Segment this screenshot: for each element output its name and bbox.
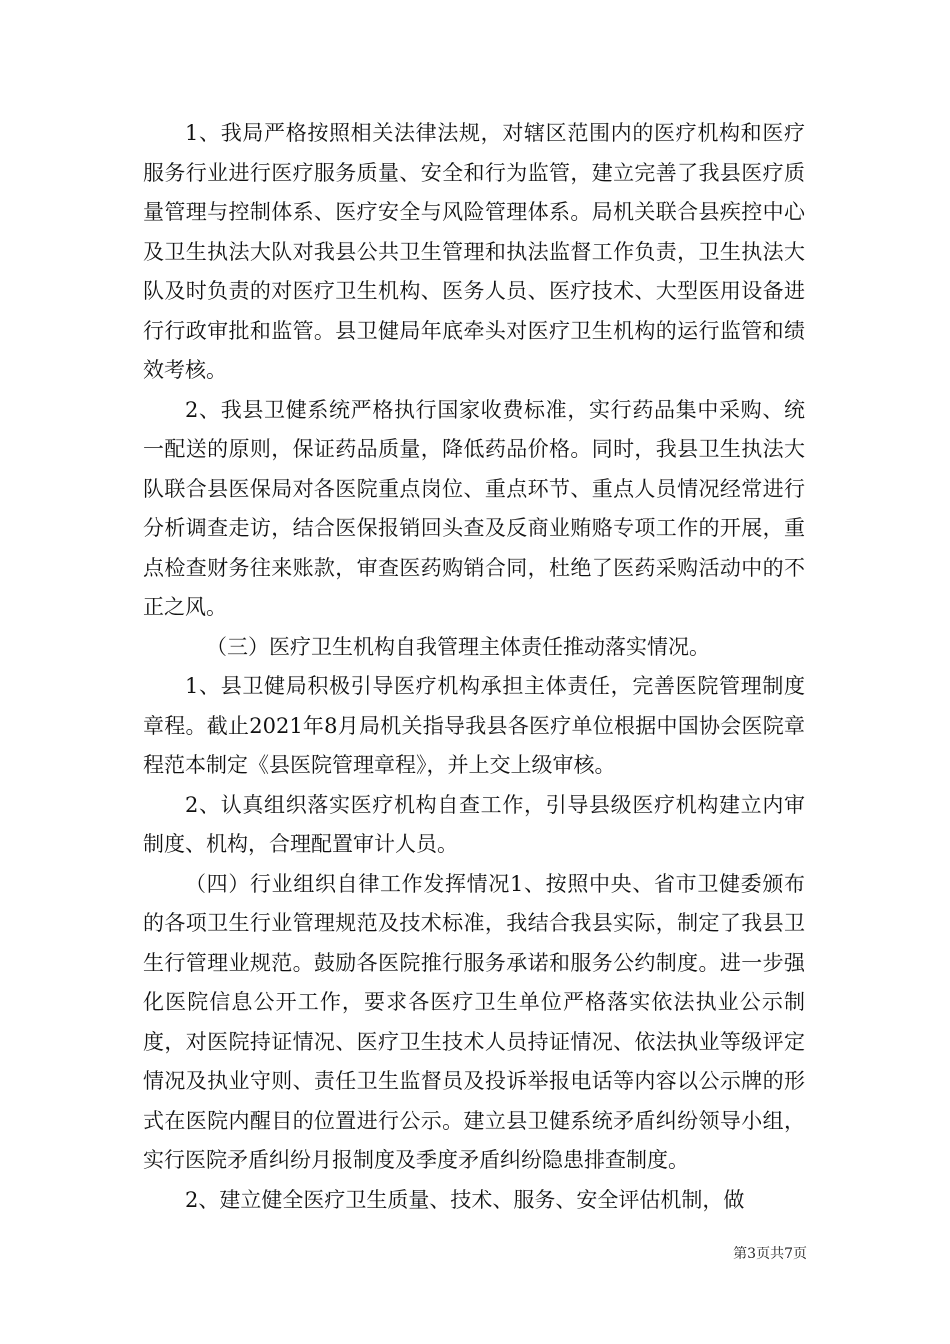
paragraph-evaluation-mechanism: 2、建立健全医疗卫生质量、技术、服务、安全评估机制，做 <box>185 1187 745 1212</box>
paragraph-hospital-charter: 1、县卫健局积极引导医疗机构承担主体责任，完善医院管理制度章程。截止2021年8月局机关指导我县各医疗单位根据中国协会医院章程范本制定《县医院管理章程》，并上交上级审核。 <box>143 674 805 777</box>
paragraph-supervision-system: 1、我局严格按照相关法律法规，对辖区范围内的医疗机构和医疗服务行业进行医疗服务质量、安全和行为监管，建立完善了我县医疗质量管理与控制体系、医疗安全与风险管理体系。局机关联合县疾控中心及卫生执法大队对我县公共卫生管理和执法监督工作负责，卫生执法大队及时负责的对医疗卫生机构、医务人员、医疗技术、大型医用设备进行行政审批和监管。县卫健局年底牵头对医疗卫生机构的运行监管和绩效考核。 <box>143 121 805 382</box>
section-heading-self-management: （三）医疗卫生机构自我管理主体责任推动落实情况。 <box>206 634 710 659</box>
paragraph-internal-audit: 2、认真组织落实医疗机构自查工作，引导县级医疗机构建立内审制度、机构，合理配置审计人员。 <box>143 792 805 856</box>
document-body <box>143 114 805 1220</box>
paragraph-drug-procurement: 2、我县卫健系统严格执行国家收费标准，实行药品集中采购、统一配送的原则，保证药品质量，降低药品价格。同时，我县卫生执法大队联合县医保局对各医院重点岗位、重点环节、重点人员情况经常进行分析调查走访，结合医保报销回头查及反商业贿赂专项工作的开展，重点检查财务往来账款，审查医药购销合同，杜绝了医药采购活动中的不正之风。 <box>143 397 805 619</box>
page-number: 第3页共7页 <box>733 1246 807 1262</box>
paragraph-industry-self-discipline: （四）行业组织自律工作发挥情况1、按照中央、省市卫健委颁布的各项卫生行业管理规范及技术标准，我结合我县实际，制定了我县卫生行管理业规范。鼓励各医院推行服务承诺和服务公约制度。进一步强化医院信息公开工作，要求各医疗卫生单位严格落实依法执业公示制度，对医院持证情况、医疗卫生技术人员持证情况、依法执业等级评定情况及执业守则、责任卫生监督员及投诉举报电话等内容以公示牌的形式在医院内醒目的位置进行公示。建立县卫健系统矛盾纠纷领导小组，实行医院矛盾纠纷月报制度及季度矛盾纠纷隐患排查制度。 <box>143 871 805 1172</box>
